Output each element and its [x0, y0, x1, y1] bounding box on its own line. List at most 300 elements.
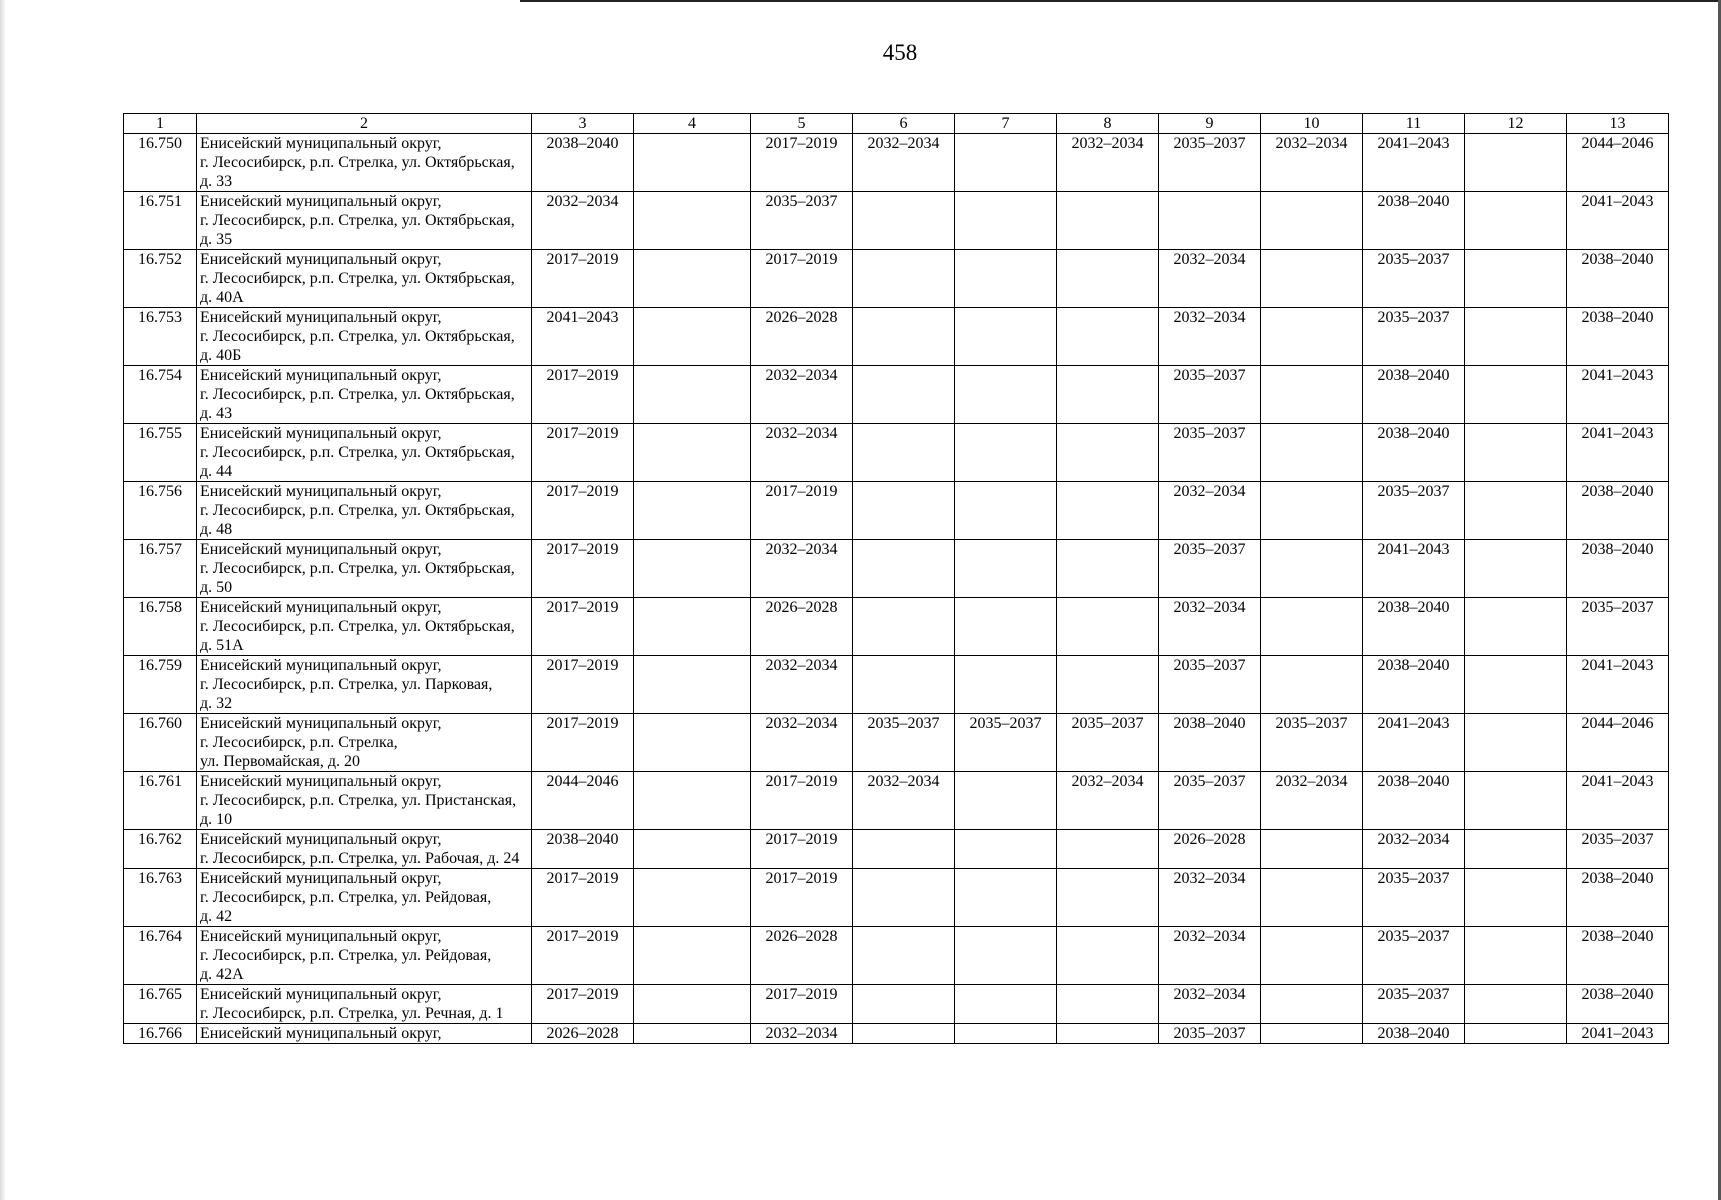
period-cell-col-12: [1465, 830, 1567, 869]
period-cell-col-9: 2035–2037: [1159, 656, 1261, 714]
period-cell-col-13: 2038–2040: [1567, 482, 1669, 540]
row-number-cell: 16.751: [124, 192, 197, 250]
address-line: г. Лесосибирск, р.п. Стрелка, ул. Октябрьская,: [200, 386, 515, 403]
period-cell-col-10: [1261, 482, 1363, 540]
period-cell-col-4: [634, 927, 751, 985]
period-cell-col-8: [1057, 869, 1159, 927]
address-cell: [197, 192, 532, 250]
period-cell-col-11: 2038–2040: [1363, 424, 1465, 482]
address-line: Енисейский муниципальный округ,: [200, 986, 442, 1003]
period-cell-col-10: [1261, 540, 1363, 598]
period-cell-col-6: [853, 1024, 955, 1044]
period-cell-col-9: 2026–2028: [1159, 830, 1261, 869]
period-cell-col-6: [853, 308, 955, 366]
period-cell-col-10: [1261, 1024, 1363, 1044]
period-cell-col-7: [955, 424, 1057, 482]
period-cell-col-8: 2035–2037: [1057, 714, 1159, 772]
period-cell-col-5: 2035–2037: [751, 192, 853, 250]
address-line: д. 42А: [200, 966, 244, 983]
column-header-6: 6: [853, 114, 955, 134]
period-cell-col-5: 2026–2028: [751, 927, 853, 985]
row-number-cell: 16.756: [124, 482, 197, 540]
period-cell-col-11: 2035–2037: [1363, 869, 1465, 927]
period-cell-col-10: [1261, 424, 1363, 482]
period-cell-col-13: 2041–2043: [1567, 192, 1669, 250]
table-header: [124, 114, 1669, 134]
address-line: д. 10: [200, 811, 233, 828]
period-cell-col-9: 2032–2034: [1159, 482, 1261, 540]
address-line: Енисейский муниципальный округ,: [200, 1025, 442, 1042]
period-cell-col-3: 2017–2019: [532, 366, 634, 424]
period-cell-col-3: 2017–2019: [532, 424, 634, 482]
address-line: г. Лесосибирск, р.п. Стрелка, ул. Рабочая, д. 24: [200, 850, 520, 867]
period-cell-col-8: [1057, 192, 1159, 250]
column-header-1: 1: [124, 114, 197, 134]
period-cell-col-13: 2041–2043: [1567, 656, 1669, 714]
column-header-2: 2: [197, 114, 532, 134]
address-line: Енисейский муниципальный округ,: [200, 135, 442, 152]
period-cell-col-13: 2038–2040: [1567, 308, 1669, 366]
row-number-cell: 16.765: [124, 985, 197, 1024]
period-cell-col-9: 2032–2034: [1159, 869, 1261, 927]
period-cell-col-4: [634, 985, 751, 1024]
address-line: г. Лесосибирск, р.п. Стрелка, ул. Октябрьская,: [200, 270, 515, 287]
period-cell-col-7: [955, 772, 1057, 830]
period-cell-col-12: [1465, 366, 1567, 424]
period-cell-col-8: [1057, 1024, 1159, 1044]
period-cell-col-7: [955, 927, 1057, 985]
period-cell-col-5: 2032–2034: [751, 656, 853, 714]
period-cell-col-3: 2017–2019: [532, 869, 634, 927]
column-header-13: 13: [1567, 114, 1669, 134]
address-cell: [197, 927, 532, 985]
address-line: д. 50: [200, 579, 233, 596]
scan-top-edge-line: [520, 0, 1721, 2]
table-row: [124, 134, 1669, 192]
address-line: Енисейский муниципальный округ,: [200, 193, 442, 210]
period-cell-col-3: 2017–2019: [532, 482, 634, 540]
table-row: [124, 598, 1669, 656]
period-cell-col-4: [634, 192, 751, 250]
period-cell-col-9: [1159, 192, 1261, 250]
period-cell-col-9: 2032–2034: [1159, 927, 1261, 985]
column-header-8: 8: [1057, 114, 1159, 134]
period-cell-col-12: [1465, 656, 1567, 714]
period-cell-col-11: 2038–2040: [1363, 656, 1465, 714]
registry-table: [123, 113, 1669, 1044]
table-row: [124, 772, 1669, 830]
address-line: г. Лесосибирск, р.п. Стрелка, ул. Октябрьская,: [200, 502, 515, 519]
period-cell-col-5: 2017–2019: [751, 869, 853, 927]
period-cell-col-11: 2035–2037: [1363, 250, 1465, 308]
period-cell-col-3: 2032–2034: [532, 192, 634, 250]
period-cell-col-6: [853, 985, 955, 1024]
period-cell-col-8: [1057, 366, 1159, 424]
table-row: [124, 985, 1669, 1024]
address-cell: [197, 985, 532, 1024]
period-cell-col-11: 2035–2037: [1363, 927, 1465, 985]
address-cell: [197, 656, 532, 714]
table-row: [124, 869, 1669, 927]
period-cell-col-10: [1261, 830, 1363, 869]
address-line: г. Лесосибирск, р.п. Стрелка, ул. Рейдовая,: [200, 947, 492, 964]
period-cell-col-3: 2044–2046: [532, 772, 634, 830]
period-cell-col-12: [1465, 308, 1567, 366]
period-cell-col-3: 2017–2019: [532, 927, 634, 985]
row-number-cell: 16.763: [124, 869, 197, 927]
period-cell-col-7: [955, 540, 1057, 598]
address-line: д. 40А: [200, 289, 244, 306]
period-cell-col-5: 2032–2034: [751, 714, 853, 772]
table-row: [124, 424, 1669, 482]
period-cell-col-10: [1261, 985, 1363, 1024]
period-cell-col-13: 2038–2040: [1567, 869, 1669, 927]
period-cell-col-6: 2032–2034: [853, 772, 955, 830]
period-cell-col-12: [1465, 250, 1567, 308]
address-line: г. Лесосибирск, р.п. Стрелка, ул. Речная, д. 1: [200, 1005, 504, 1022]
period-cell-col-6: [853, 366, 955, 424]
period-cell-col-11: 2032–2034: [1363, 830, 1465, 869]
address-line: д. 35: [200, 231, 233, 248]
table-row: [124, 714, 1669, 772]
period-cell-col-13: 2035–2037: [1567, 830, 1669, 869]
address-line: Енисейский муниципальный округ,: [200, 367, 442, 384]
table-row: [124, 927, 1669, 985]
period-cell-col-5: 2026–2028: [751, 308, 853, 366]
table-row: [124, 482, 1669, 540]
column-header-4: 4: [634, 114, 751, 134]
period-cell-col-12: [1465, 714, 1567, 772]
period-cell-col-10: [1261, 656, 1363, 714]
period-cell-col-8: 2032–2034: [1057, 772, 1159, 830]
address-line: г. Лесосибирск, р.п. Стрелка, ул. Октябрьская,: [200, 618, 515, 635]
table-row: [124, 366, 1669, 424]
period-cell-col-6: [853, 869, 955, 927]
column-header-11: 11: [1363, 114, 1465, 134]
period-cell-col-7: [955, 366, 1057, 424]
period-cell-col-7: [955, 192, 1057, 250]
period-cell-col-8: [1057, 540, 1159, 598]
row-number-cell: 16.760: [124, 714, 197, 772]
address-cell: [197, 830, 532, 869]
period-cell-col-13: 2044–2046: [1567, 134, 1669, 192]
period-cell-col-6: 2035–2037: [853, 714, 955, 772]
period-cell-col-10: 2032–2034: [1261, 134, 1363, 192]
period-cell-col-3: 2017–2019: [532, 250, 634, 308]
address-line: Енисейский муниципальный округ,: [200, 483, 442, 500]
address-cell: [197, 540, 532, 598]
period-cell-col-11: 2038–2040: [1363, 366, 1465, 424]
period-cell-col-6: [853, 540, 955, 598]
row-number-cell: 16.754: [124, 366, 197, 424]
period-cell-col-13: 2035–2037: [1567, 598, 1669, 656]
period-cell-col-9: 2035–2037: [1159, 772, 1261, 830]
header-row: [124, 114, 1669, 134]
period-cell-col-6: 2032–2034: [853, 134, 955, 192]
period-cell-col-8: 2032–2034: [1057, 134, 1159, 192]
page-number: 458: [882, 40, 918, 65]
period-cell-col-13: 2038–2040: [1567, 250, 1669, 308]
table-body: [124, 134, 1669, 1044]
period-cell-col-9: 2035–2037: [1159, 1024, 1261, 1044]
period-cell-col-9: 2038–2040: [1159, 714, 1261, 772]
period-cell-col-8: [1057, 927, 1159, 985]
address-line: д. 33: [200, 173, 233, 190]
row-number-cell: 16.758: [124, 598, 197, 656]
address-line: д. 40Б: [200, 347, 242, 364]
column-header-12: 12: [1465, 114, 1567, 134]
period-cell-col-3: 2017–2019: [532, 714, 634, 772]
period-cell-col-11: 2038–2040: [1363, 598, 1465, 656]
address-line: г. Лесосибирск, р.п. Стрелка, ул. Октябрьская,: [200, 328, 515, 345]
address-cell: [197, 598, 532, 656]
period-cell-col-12: [1465, 424, 1567, 482]
address-line: ул. Первомайская, д. 20: [200, 753, 360, 770]
address-cell: [197, 134, 532, 192]
address-line: Енисейский муниципальный округ,: [200, 831, 442, 848]
period-cell-col-9: 2035–2037: [1159, 134, 1261, 192]
table-row: [124, 192, 1669, 250]
period-cell-col-12: [1465, 482, 1567, 540]
table-row: [124, 250, 1669, 308]
table-row: [124, 830, 1669, 869]
period-cell-col-7: [955, 1024, 1057, 1044]
address-line: Енисейский муниципальный округ,: [200, 773, 442, 790]
address-cell: [197, 772, 532, 830]
period-cell-col-11: 2041–2043: [1363, 714, 1465, 772]
period-cell-col-6: [853, 250, 955, 308]
address-line: Енисейский муниципальный округ,: [200, 715, 442, 732]
row-number-cell: 16.764: [124, 927, 197, 985]
row-number-cell: 16.755: [124, 424, 197, 482]
period-cell-col-9: 2032–2034: [1159, 308, 1261, 366]
table-row: [124, 308, 1669, 366]
period-cell-col-8: [1057, 656, 1159, 714]
address-line: д. 32: [200, 695, 233, 712]
row-number-cell: 16.762: [124, 830, 197, 869]
period-cell-col-5: 2032–2034: [751, 366, 853, 424]
address-line: Енисейский муниципальный округ,: [200, 928, 442, 945]
period-cell-col-4: [634, 772, 751, 830]
address-line: г. Лесосибирск, р.п. Стрелка, ул. Рейдовая,: [200, 889, 492, 906]
period-cell-col-10: 2035–2037: [1261, 714, 1363, 772]
address-line: д. 48: [200, 521, 233, 538]
column-header-5: 5: [751, 114, 853, 134]
table-row: [124, 540, 1669, 598]
period-cell-col-13: 2041–2043: [1567, 424, 1669, 482]
address-line: Енисейский муниципальный округ,: [200, 657, 442, 674]
period-cell-col-11: 2035–2037: [1363, 482, 1465, 540]
period-cell-col-13: 2041–2043: [1567, 366, 1669, 424]
period-cell-col-7: 2035–2037: [955, 714, 1057, 772]
period-cell-col-11: 2035–2037: [1363, 985, 1465, 1024]
period-cell-col-10: [1261, 869, 1363, 927]
period-cell-col-5: 2017–2019: [751, 772, 853, 830]
period-cell-col-8: [1057, 830, 1159, 869]
row-number-cell: 16.750: [124, 134, 197, 192]
address-line: г. Лесосибирск, р.п. Стрелка, ул. Октябрьская,: [200, 212, 515, 229]
period-cell-col-10: [1261, 598, 1363, 656]
period-cell-col-12: [1465, 134, 1567, 192]
address-line: г. Лесосибирск, р.п. Стрелка, ул. Парковая,: [200, 676, 493, 693]
period-cell-col-13: 2041–2043: [1567, 772, 1669, 830]
row-number-cell: 16.753: [124, 308, 197, 366]
period-cell-col-13: 2038–2040: [1567, 927, 1669, 985]
period-cell-col-7: [955, 598, 1057, 656]
period-cell-col-10: [1261, 250, 1363, 308]
period-cell-col-11: 2041–2043: [1363, 540, 1465, 598]
period-cell-col-6: [853, 927, 955, 985]
address-cell: [197, 366, 532, 424]
period-cell-col-13: 2044–2046: [1567, 714, 1669, 772]
period-cell-col-5: 2017–2019: [751, 250, 853, 308]
scan-left-shadow: [0, 0, 6, 1200]
period-cell-col-12: [1465, 772, 1567, 830]
period-cell-col-4: [634, 482, 751, 540]
period-cell-col-4: [634, 134, 751, 192]
period-cell-col-5: 2032–2034: [751, 1024, 853, 1044]
period-cell-col-4: [634, 869, 751, 927]
address-line: д. 43: [200, 405, 233, 422]
period-cell-col-5: 2017–2019: [751, 985, 853, 1024]
period-cell-col-10: 2032–2034: [1261, 772, 1363, 830]
period-cell-col-9: 2035–2037: [1159, 424, 1261, 482]
period-cell-col-11: 2038–2040: [1363, 1024, 1465, 1044]
period-cell-col-8: [1057, 308, 1159, 366]
period-cell-col-12: [1465, 985, 1567, 1024]
period-cell-col-12: [1465, 598, 1567, 656]
period-cell-col-4: [634, 540, 751, 598]
period-cell-col-5: 2017–2019: [751, 830, 853, 869]
address-line: д. 51А: [200, 637, 244, 654]
period-cell-col-3: 2017–2019: [532, 598, 634, 656]
period-cell-col-7: [955, 308, 1057, 366]
period-cell-col-3: 2038–2040: [532, 134, 634, 192]
period-cell-col-9: 2035–2037: [1159, 540, 1261, 598]
period-cell-col-5: 2032–2034: [751, 424, 853, 482]
address-line: д. 44: [200, 463, 233, 480]
period-cell-col-4: [634, 250, 751, 308]
period-cell-col-6: [853, 830, 955, 869]
address-cell: [197, 308, 532, 366]
row-number-cell: 16.761: [124, 772, 197, 830]
period-cell-col-13: 2041–2043: [1567, 1024, 1669, 1044]
period-cell-col-4: [634, 830, 751, 869]
address-line: д. 42: [200, 908, 233, 925]
period-cell-col-4: [634, 424, 751, 482]
column-header-7: 7: [955, 114, 1057, 134]
period-cell-col-3: 2038–2040: [532, 830, 634, 869]
period-cell-col-4: [634, 1024, 751, 1044]
address-line: Енисейский муниципальный округ,: [200, 541, 442, 558]
period-cell-col-10: [1261, 927, 1363, 985]
address-cell: [197, 424, 532, 482]
period-cell-col-6: [853, 656, 955, 714]
period-cell-col-7: [955, 656, 1057, 714]
period-cell-col-8: [1057, 985, 1159, 1024]
address-line: г. Лесосибирск, р.п. Стрелка, ул. Октябрьская,: [200, 560, 515, 577]
period-cell-col-12: [1465, 927, 1567, 985]
address-line: Енисейский муниципальный округ,: [200, 870, 442, 887]
period-cell-col-9: 2032–2034: [1159, 250, 1261, 308]
period-cell-col-3: 2017–2019: [532, 985, 634, 1024]
row-number-cell: 16.766: [124, 1024, 197, 1044]
address-cell: [197, 714, 532, 772]
address-line: Енисейский муниципальный округ,: [200, 599, 442, 616]
period-cell-col-11: 2035–2037: [1363, 308, 1465, 366]
period-cell-col-11: 2041–2043: [1363, 134, 1465, 192]
period-cell-col-6: [853, 424, 955, 482]
address-line: Енисейский муниципальный округ,: [200, 425, 442, 442]
period-cell-col-7: [955, 134, 1057, 192]
period-cell-col-5: 2017–2019: [751, 134, 853, 192]
period-cell-col-7: [955, 869, 1057, 927]
period-cell-col-3: 2017–2019: [532, 540, 634, 598]
period-cell-col-10: [1261, 366, 1363, 424]
column-header-3: 3: [532, 114, 634, 134]
period-cell-col-7: [955, 250, 1057, 308]
period-cell-col-4: [634, 714, 751, 772]
period-cell-col-8: [1057, 424, 1159, 482]
address-cell: [197, 250, 532, 308]
row-number-cell: 16.759: [124, 656, 197, 714]
period-cell-col-3: 2026–2028: [532, 1024, 634, 1044]
period-cell-col-8: [1057, 482, 1159, 540]
address-line: Енисейский муниципальный округ,: [200, 251, 442, 268]
period-cell-col-13: 2038–2040: [1567, 540, 1669, 598]
period-cell-col-5: 2017–2019: [751, 482, 853, 540]
column-header-9: 9: [1159, 114, 1261, 134]
period-cell-col-11: 2038–2040: [1363, 772, 1465, 830]
period-cell-col-6: [853, 192, 955, 250]
period-cell-col-4: [634, 656, 751, 714]
address-cell: [197, 869, 532, 927]
period-cell-col-9: 2032–2034: [1159, 598, 1261, 656]
period-cell-col-4: [634, 598, 751, 656]
period-cell-col-7: [955, 830, 1057, 869]
period-cell-col-3: 2017–2019: [532, 656, 634, 714]
period-cell-col-8: [1057, 250, 1159, 308]
address-line: г. Лесосибирск, р.п. Стрелка, ул. Октябрьская,: [200, 444, 515, 461]
address-line: Енисейский муниципальный округ,: [200, 309, 442, 326]
table-row: [124, 656, 1669, 714]
address-line: г. Лесосибирск, р.п. Стрелка, ул. Октябрьская,: [200, 154, 515, 171]
period-cell-col-12: [1465, 1024, 1567, 1044]
address-line: г. Лесосибирск, р.п. Стрелка, ул. Пристанская,: [200, 792, 517, 809]
period-cell-col-4: [634, 308, 751, 366]
period-cell-col-6: [853, 482, 955, 540]
period-cell-col-7: [955, 482, 1057, 540]
period-cell-col-9: 2035–2037: [1159, 366, 1261, 424]
row-number-cell: 16.752: [124, 250, 197, 308]
period-cell-col-9: 2032–2034: [1159, 985, 1261, 1024]
column-header-10: 10: [1261, 114, 1363, 134]
period-cell-col-3: 2041–2043: [532, 308, 634, 366]
address-line: г. Лесосибирск, р.п. Стрелка,: [200, 734, 398, 751]
period-cell-col-4: [634, 366, 751, 424]
period-cell-col-7: [955, 985, 1057, 1024]
period-cell-col-12: [1465, 869, 1567, 927]
period-cell-col-12: [1465, 540, 1567, 598]
period-cell-col-5: 2032–2034: [751, 540, 853, 598]
period-cell-col-5: 2026–2028: [751, 598, 853, 656]
period-cell-col-13: 2038–2040: [1567, 985, 1669, 1024]
address-cell: [197, 482, 532, 540]
period-cell-col-12: [1465, 192, 1567, 250]
period-cell-col-6: [853, 598, 955, 656]
table-row: [124, 1024, 1669, 1044]
period-cell-col-8: [1057, 598, 1159, 656]
